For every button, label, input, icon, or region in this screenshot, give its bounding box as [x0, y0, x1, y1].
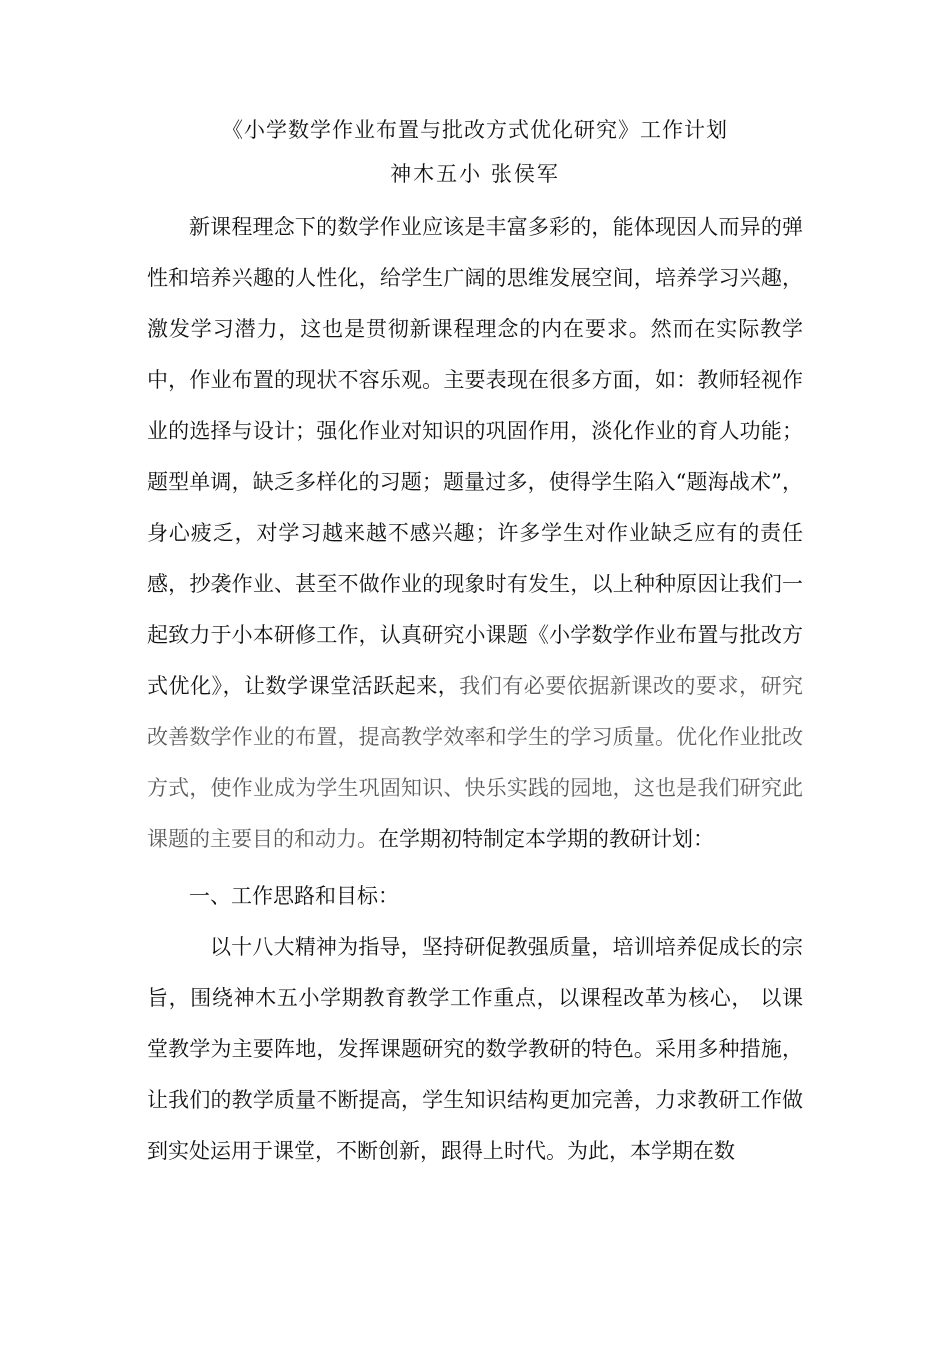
document-title: 《小学数学作业布置与批改方式优化研究》工作计划 — [222, 118, 728, 142]
intro-text-1: 新课程理念下的数学作业应该是丰富多彩的，能体现因人而异的弹性和培养兴趣的人性化，给学生广阔的思维发展空间，培养学习兴趣，激发学习潜力，这也是贯彻新课程理念的内在要求。然而在实际教学中，作业布置的现状不容乐观。主要表现在很多方面，如：教师轻视作业的选择与设计；强化作业对知识的巩固作用，淡化作业的育人功能；题型单调，缺乏多样化的习题；题量过多，使得学生陷入“题海战术”，身心疲乏，对学习越来越不感兴趣；许多学生对作业缺乏应有的责任感，抄袭作业、甚至不做作业的现象时有发生，以上种种原因让我们一起致力于小本研修工作，认真研究小课题《小学数学作业布置与批改方式优化》，让数学课堂活跃起来， — [147, 215, 803, 698]
section-1-body: 以十八大精神为指导，坚持研促教强质量，培训培养促成长的宗旨，围绕神木五小学期教育教学工作重点，以课程改革为核心， 以课堂教学为主要阵地，发挥课题研究的数学教研的特色。采用多种措施，让我们的教学质量不断提高，学生知识结构更加完善，力求教研工作做到实处运用于课堂，不断创新，跟得上时代。为此，本学期在数 — [147, 935, 803, 1163]
document-page — [147, 108, 803, 1177]
intro-text-3: 在学期初特制定本学期的教研计划： — [378, 827, 714, 851]
intro-text-2: 我们有必要依据新课改的要求，研究改善数学作业的布置，提高教学效率和学生的学习质量。优化作业批改方式，使作业成为学生巩固知识、快乐实践的园地，这也是我们研究此课题的主要目的和动力。 — [147, 674, 803, 851]
document-author: 神木五小 张侯军 — [390, 162, 560, 186]
section-1-heading: 一、工作思路和目标： — [189, 884, 399, 908]
intro-paragraph — [147, 202, 803, 865]
